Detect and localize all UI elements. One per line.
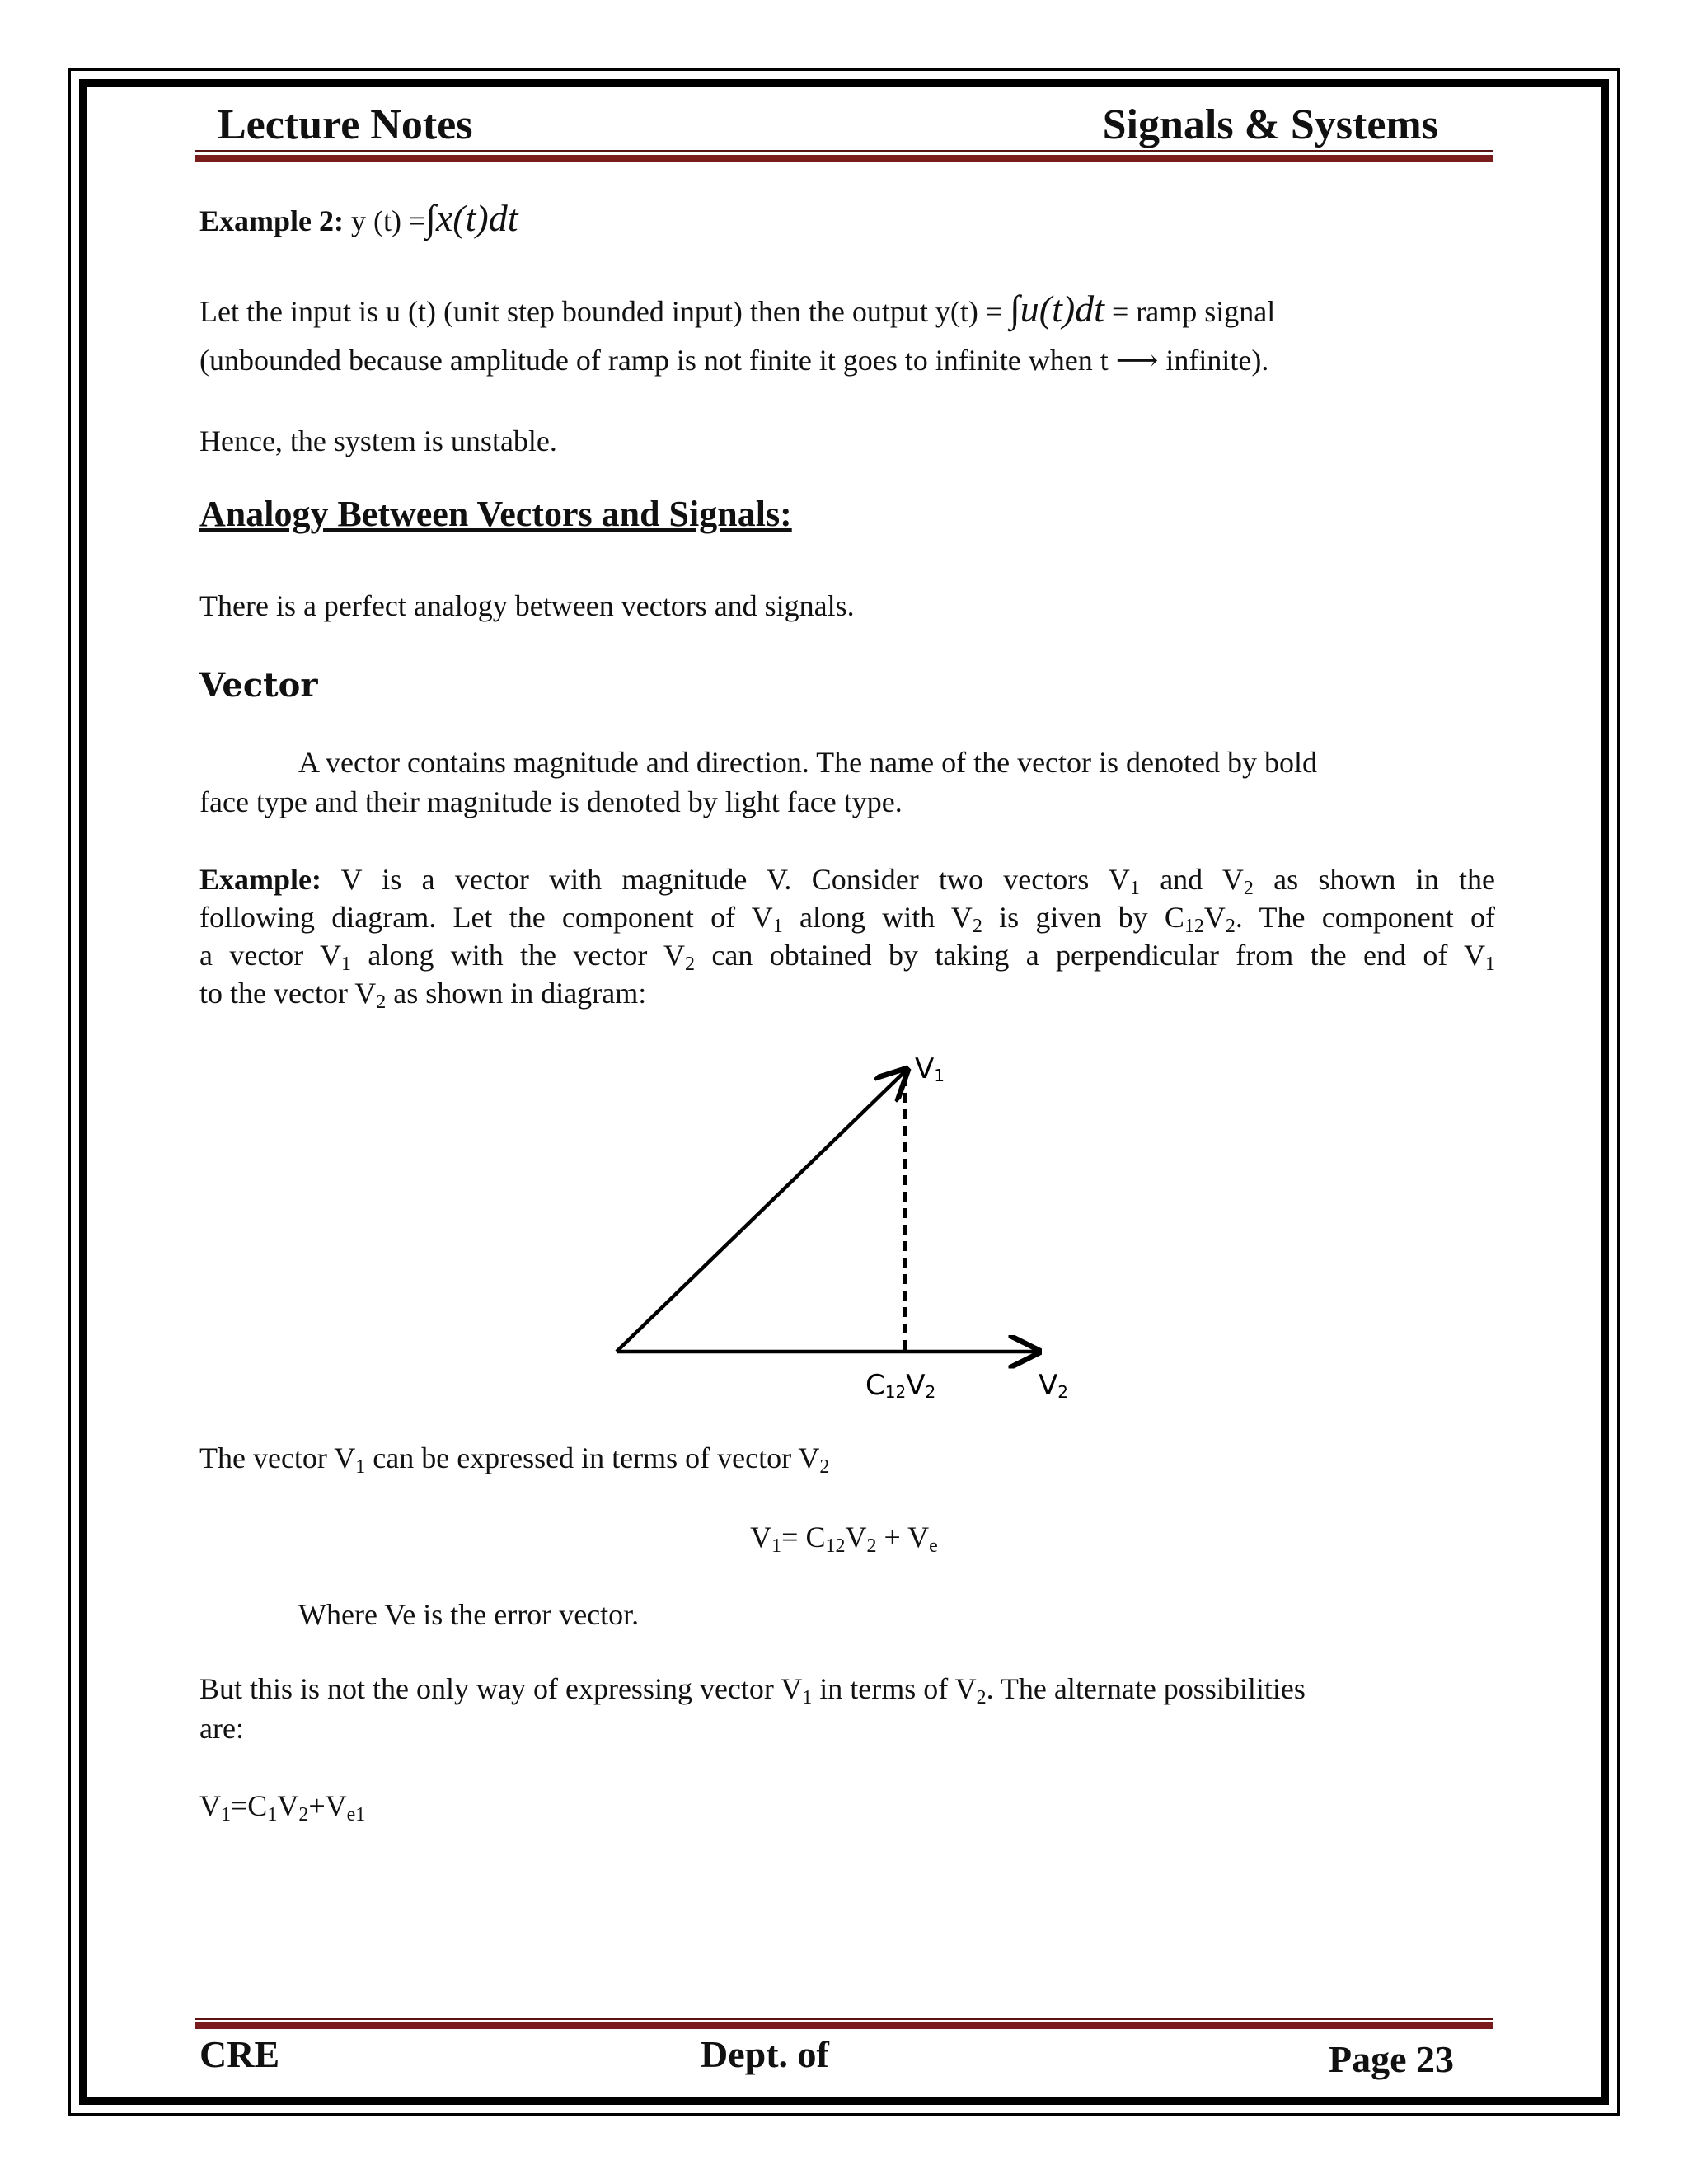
analogy-text: There is a perfect analogy between vectors and signals. bbox=[199, 589, 855, 622]
subscript: 2 bbox=[376, 991, 387, 1013]
input-paragraph-line2: (unbounded because amplitude of ramp is not finite it goes to infinite when t ⟶ infinite). bbox=[199, 344, 1269, 377]
input-paragraph-line1 bbox=[199, 290, 1495, 330]
subscript: 1 bbox=[1129, 878, 1140, 899]
footer-rule bbox=[195, 2018, 1493, 2029]
example-text: is given by C bbox=[982, 901, 1184, 934]
example-text: . The component of bbox=[1235, 901, 1495, 934]
v2-label: V2 bbox=[1039, 1369, 1068, 1402]
example-text: along with the vector V bbox=[351, 939, 686, 972]
example-line3 bbox=[199, 936, 1495, 974]
integral-symbol: ∫ bbox=[425, 197, 436, 239]
example-text: and V bbox=[1139, 863, 1244, 896]
example-text: can obtained by taking a perpendicular from the end of V bbox=[695, 939, 1486, 972]
expressed-part: The vector V bbox=[199, 1441, 356, 1474]
example2-prefix: y (t) = bbox=[351, 204, 426, 237]
section-heading: Analogy Between Vectors and Signals: bbox=[199, 494, 792, 534]
input-text-a: Let the input is u (t) (unit step bounded input) then the output y(t) = bbox=[199, 295, 1003, 328]
integral-symbol: ∫ bbox=[1010, 288, 1020, 330]
header-rule bbox=[195, 150, 1493, 162]
projection-label: C12V2 bbox=[865, 1369, 936, 1402]
header-title-left: Lecture Notes bbox=[218, 101, 473, 148]
example-line2 bbox=[199, 898, 1495, 936]
example-label: Example: bbox=[199, 863, 321, 896]
header-title-right: Signals & Systems bbox=[1102, 101, 1438, 148]
subscript: 1 bbox=[772, 916, 783, 937]
footer-left: CRE bbox=[199, 2033, 280, 2075]
footer-center: Dept. of bbox=[701, 2033, 829, 2075]
subscript: 1 bbox=[341, 954, 351, 975]
vector-heading: Vector bbox=[199, 666, 318, 705]
subscript: 2 bbox=[1243, 878, 1254, 899]
input-expression: u(t)dt bbox=[1020, 288, 1104, 330]
input-text-b: = ramp signal bbox=[1111, 295, 1276, 328]
expressed-part: can be expressed in terms of vector V bbox=[365, 1441, 820, 1474]
where-text: Where Ve is the error vector. bbox=[298, 1598, 640, 1631]
vector-def-line1: A vector contains magnitude and direction. The name of the vector is denoted by bold bbox=[298, 746, 1317, 779]
subscript: 1 bbox=[355, 1456, 366, 1478]
alternate-line1: But this is not the only way of expressing vector $V_1$ in terms of $V_2$. The alternate possibilities bbox=[199, 1672, 1306, 1708]
example-text: V bbox=[1203, 901, 1226, 934]
subscript: 2 bbox=[685, 954, 696, 975]
conclusion-text: Hence, the system is unstable. bbox=[199, 424, 557, 457]
subscript: 1 bbox=[1485, 954, 1496, 975]
example-text: following diagram. Let the component of V bbox=[199, 901, 773, 934]
example-line1 bbox=[199, 860, 1495, 898]
example-line4 bbox=[199, 974, 1495, 1012]
equation-alternate: $V_1=C_1V_2+V_{e1}$ bbox=[199, 1789, 366, 1825]
expressed-text bbox=[199, 1439, 1495, 1477]
example2-line bbox=[199, 199, 1495, 240]
example-text: to the vector V bbox=[199, 977, 377, 1010]
example-text: as shown in the bbox=[1253, 863, 1495, 896]
example2-label: Example 2: bbox=[199, 204, 344, 237]
subscript: 2 bbox=[1225, 916, 1236, 937]
example2-expression: x(t)dt bbox=[435, 197, 518, 239]
equation-v1-decomposition: $V_1= C_{12}V_2 + V_e$ bbox=[750, 1521, 938, 1557]
vector-v1-arrow bbox=[617, 1070, 907, 1352]
example-text: V is a vector with magnitude V. Consider two vectors V bbox=[340, 863, 1130, 896]
v1-label: V1 bbox=[915, 1052, 945, 1085]
alternate-line2: are: bbox=[199, 1712, 244, 1745]
example-text: as shown in diagram: bbox=[386, 977, 647, 1010]
footer-page-number: Page 23 bbox=[1329, 2038, 1455, 2080]
subscript: 12 bbox=[1184, 916, 1204, 937]
subscript: 2 bbox=[972, 916, 982, 937]
vector-diagram bbox=[577, 1040, 1104, 1411]
example-text: a vector V bbox=[199, 939, 341, 972]
example-text: along with V bbox=[782, 901, 973, 934]
subscript: 2 bbox=[819, 1456, 830, 1478]
vector-def-line2: face type and their magnitude is denoted by light face type. bbox=[199, 785, 903, 818]
